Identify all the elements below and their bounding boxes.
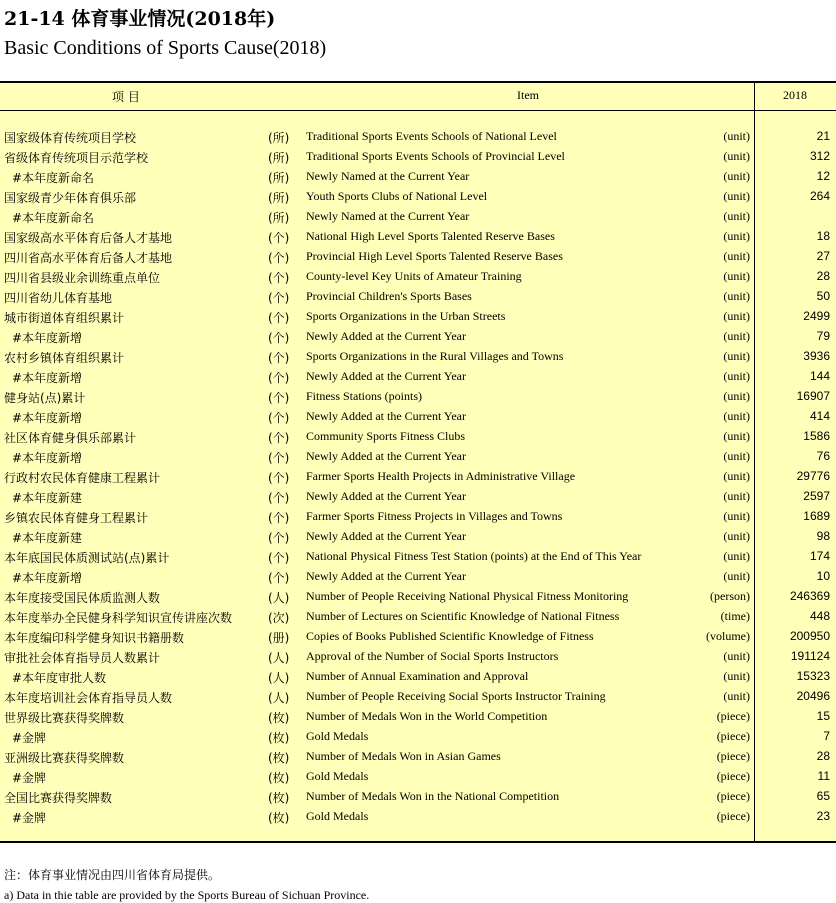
- row-label-chinese: 健身站(点)累计: [4, 391, 86, 405]
- table-row: [0, 586, 836, 606]
- row-value-2018: 15323: [796, 669, 830, 683]
- row-label-english: Number of Annual Examination and Approval: [306, 669, 529, 683]
- row-value-2018: 29776: [796, 469, 830, 483]
- row-label-english: Newly Added at the Current Year: [306, 329, 466, 343]
- table-row: [0, 526, 836, 546]
- table-row: [0, 146, 836, 166]
- row-unit-english: (unit): [723, 469, 750, 483]
- table-row: [0, 606, 836, 626]
- row-label-chinese: 社区体育健身俱乐部累计: [4, 431, 137, 445]
- row-label-english: Traditional Sports Events Schools of Provincial Level: [306, 149, 565, 163]
- row-label-chinese: 本年底国民体质测试站(点)累计: [4, 551, 170, 565]
- row-value-2018: 2597: [803, 489, 830, 503]
- row-label-chinese: 农村乡镇体育组织累计: [4, 351, 125, 365]
- row-label-chinese: 四川省幼儿体育基地: [4, 291, 113, 305]
- row-label-english: Newly Added at the Current Year: [306, 369, 466, 383]
- table-row: [0, 326, 836, 346]
- row-label-chinese: 亚洲级比赛获得奖牌数: [4, 751, 125, 765]
- row-label-english: Approval of the Number of Social Sports Instructors: [306, 649, 559, 663]
- table-row: [0, 186, 836, 206]
- row-label-chinese: 国家级高水平体育后备人才基地: [4, 231, 173, 245]
- row-unit-chinese: (所): [268, 191, 290, 205]
- row-label-english: Number of Lectures on Scientific Knowledge of National Fitness: [306, 609, 620, 623]
- row-unit-english: (unit): [723, 269, 750, 283]
- row-unit-english: (unit): [723, 209, 750, 223]
- header-item-english: Item: [517, 88, 539, 102]
- row-unit-english: (piece): [716, 809, 750, 823]
- row-unit-english: (unit): [723, 669, 750, 683]
- table-row: [0, 126, 836, 146]
- row-value-2018: 10: [816, 569, 830, 583]
- row-label-english: Number of Medals Won in the National Competition: [306, 789, 560, 803]
- row-unit-english: (time): [720, 609, 750, 623]
- row-unit-english: (unit): [723, 389, 750, 403]
- row-unit-chinese: (个): [268, 411, 290, 425]
- table-row: [0, 366, 836, 386]
- row-unit-english: (unit): [723, 189, 750, 203]
- row-value-2018: 76: [816, 449, 830, 463]
- row-label-english: Newly Added at the Current Year: [306, 449, 466, 463]
- table-row: [0, 446, 836, 466]
- row-unit-chinese: (枚): [268, 711, 290, 725]
- row-label-english: County-level Key Units of Amateur Training: [306, 269, 522, 283]
- row-label-chinese: #本年度新增: [12, 411, 83, 425]
- row-unit-english: (unit): [723, 309, 750, 323]
- row-label-chinese: 审批社会体育指导员人数累计: [4, 651, 161, 665]
- table-row: [0, 746, 836, 766]
- row-unit-english: (unit): [723, 449, 750, 463]
- row-label-chinese: #本年度新命名: [12, 211, 95, 225]
- row-label-chinese: #本年度新增: [12, 571, 83, 585]
- row-value-2018: 1689: [803, 509, 830, 523]
- row-label-english: Sports Organizations in the Rural Villages and Towns: [306, 349, 564, 363]
- row-unit-english: (unit): [723, 549, 750, 563]
- row-unit-english: (unit): [723, 369, 750, 383]
- row-label-chinese: 全国比赛获得奖牌数: [4, 791, 113, 805]
- row-unit-chinese: (个): [268, 231, 290, 245]
- row-unit-chinese: (次): [268, 611, 290, 625]
- row-value-2018: 3936: [803, 349, 830, 363]
- table-row: [0, 566, 836, 586]
- row-unit-chinese: (枚): [268, 731, 290, 745]
- table-title-chinese: 21-14 体育事业情况(2018年): [4, 8, 276, 30]
- row-unit-chinese: (个): [268, 271, 290, 285]
- row-label-chinese: 国家级体育传统项目学校: [4, 131, 137, 145]
- table-row: [0, 306, 836, 326]
- table-row: [0, 766, 836, 786]
- row-label-chinese: #本年度新增: [12, 371, 83, 385]
- row-unit-english: (unit): [723, 329, 750, 343]
- row-label-chinese: 省级体育传统项目示范学校: [4, 151, 149, 165]
- table-body: [0, 126, 836, 826]
- table-row: [0, 286, 836, 306]
- table-row: [0, 546, 836, 566]
- row-unit-chinese: (所): [268, 171, 290, 185]
- row-label-chinese: 本年度举办全民健身科学知识宣传讲座次数: [4, 611, 233, 625]
- row-label-english: National High Level Sports Talented Reserve Bases: [306, 229, 555, 243]
- row-label-chinese: 本年度接受国民体质监测人数: [4, 591, 161, 605]
- table-row: [0, 346, 836, 366]
- row-unit-english: (unit): [723, 649, 750, 663]
- row-unit-english: (piece): [716, 749, 750, 763]
- row-value-2018: 312: [809, 149, 830, 163]
- row-label-english: Copies of Books Published Scientific Knowledge of Fitness: [306, 629, 594, 643]
- row-unit-chinese: (个): [268, 311, 290, 325]
- table-title-english: Basic Conditions of Sports Cause(2018): [4, 37, 327, 59]
- row-label-english: Number of People Receiving Social Sports Instructor Training: [306, 689, 606, 703]
- row-value-2018: 7: [823, 729, 830, 743]
- row-label-english: Sports Organizations in the Urban Streets: [306, 309, 506, 323]
- row-value-2018: 12: [816, 169, 830, 183]
- row-label-english: Gold Medals: [306, 769, 369, 783]
- row-unit-chinese: (人): [268, 651, 290, 665]
- table-row: [0, 426, 836, 446]
- row-value-2018: 200950: [789, 629, 830, 643]
- row-unit-chinese: (个): [268, 251, 290, 265]
- row-unit-english: (piece): [716, 789, 750, 803]
- row-label-english: Number of Medals Won in the World Competition: [306, 709, 548, 723]
- row-unit-chinese: (个): [268, 371, 290, 385]
- sports-statistics-table: [0, 81, 836, 843]
- table-row: [0, 206, 836, 226]
- row-label-chinese: #本年度新建: [12, 531, 83, 545]
- row-label-english: Fitness Stations (points): [306, 389, 423, 403]
- row-unit-chinese: (个): [268, 571, 290, 585]
- row-unit-english: (piece): [716, 729, 750, 743]
- row-unit-english: (unit): [723, 349, 750, 363]
- row-unit-chinese: (个): [268, 471, 290, 485]
- row-unit-chinese: (个): [268, 531, 290, 545]
- row-label-chinese: 本年度培训社会体育指导员人数: [4, 691, 173, 705]
- row-value-2018: 15: [816, 709, 830, 723]
- row-unit-chinese: (枚): [268, 751, 290, 765]
- row-label-english: Newly Added at the Current Year: [306, 409, 466, 423]
- row-unit-english: (unit): [723, 509, 750, 523]
- row-unit-english: (unit): [723, 229, 750, 243]
- row-value-2018: 28: [816, 269, 830, 283]
- row-unit-chinese: (枚): [268, 811, 290, 825]
- row-label-english: Provincial Children's Sports Bases: [306, 289, 472, 303]
- row-label-chinese: #本年度审批人数: [12, 671, 107, 685]
- row-label-english: Newly Named at the Current Year: [306, 209, 470, 223]
- row-label-chinese: 本年度编印科学健身知识书籍册数: [4, 631, 185, 645]
- row-unit-english: (unit): [723, 129, 750, 143]
- table-row: [0, 686, 836, 706]
- row-label-chinese: 四川省县级业余训练重点单位: [4, 271, 161, 285]
- row-unit-english: (unit): [723, 569, 750, 583]
- footnote-english: a) Data in thie table are provided by the Sports Bureau of Sichuan Province.: [4, 888, 370, 902]
- row-unit-chinese: (个): [268, 391, 290, 405]
- row-unit-chinese: (个): [268, 511, 290, 525]
- row-label-english: Newly Added at the Current Year: [306, 569, 466, 583]
- row-label-english: Community Sports Fitness Clubs: [306, 429, 466, 443]
- row-unit-chinese: (枚): [268, 771, 290, 785]
- row-unit-english: (unit): [723, 169, 750, 183]
- row-label-english: Number of People Receiving National Physical Fitness Monitoring: [306, 589, 629, 603]
- row-label-chinese: #本年度新命名: [12, 171, 95, 185]
- row-label-english: Number of Medals Won in Asian Games: [306, 749, 501, 763]
- row-label-english: Provincial High Level Sports Talented Reserve Bases: [306, 249, 563, 263]
- row-unit-chinese: (个): [268, 491, 290, 505]
- table-row: [0, 786, 836, 806]
- row-label-english: Youth Sports Clubs of National Level: [306, 189, 488, 203]
- row-unit-english: (piece): [716, 769, 750, 783]
- row-label-chinese: #金牌: [12, 811, 47, 825]
- row-value-2018: 21: [816, 129, 830, 143]
- row-unit-chinese: (个): [268, 291, 290, 305]
- row-value-2018: 246369: [789, 589, 830, 603]
- row-unit-chinese: (个): [268, 351, 290, 365]
- row-unit-chinese: (人): [268, 691, 290, 705]
- row-unit-english: (unit): [723, 689, 750, 703]
- table-row: [0, 646, 836, 666]
- row-unit-english: (piece): [716, 709, 750, 723]
- table-row: [0, 386, 836, 406]
- row-value-2018: 16907: [796, 389, 830, 403]
- row-label-chinese: 行政村农民体育健康工程累计: [4, 471, 161, 485]
- table-row: [0, 226, 836, 246]
- row-label-chinese: #本年度新建: [12, 491, 83, 505]
- header-item-chinese: 项 目: [112, 90, 140, 104]
- row-value-2018: 191124: [790, 649, 830, 663]
- row-value-2018: 448: [809, 609, 830, 623]
- table-row: [0, 406, 836, 426]
- row-unit-chinese: (人): [268, 591, 290, 605]
- row-label-english: National Physical Fitness Test Station (points) at the End of This Year: [306, 549, 642, 563]
- row-unit-chinese: (所): [268, 131, 290, 145]
- row-value-2018: 2499: [803, 309, 830, 323]
- table-row: [0, 806, 836, 826]
- row-unit-english: (unit): [723, 429, 750, 443]
- row-value-2018: 1586: [803, 429, 830, 443]
- row-label-english: Farmer Sports Health Projects in Administrative Village: [306, 469, 576, 483]
- row-value-2018: 28: [816, 749, 830, 763]
- row-value-2018: 20496: [796, 689, 830, 703]
- table-row: [0, 626, 836, 646]
- table-row: [0, 266, 836, 286]
- row-value-2018: 414: [809, 409, 830, 423]
- row-value-2018: 11: [817, 769, 830, 783]
- row-unit-english: (unit): [723, 149, 750, 163]
- row-value-2018: 18: [816, 229, 830, 243]
- row-unit-english: (unit): [723, 289, 750, 303]
- row-label-english: Traditional Sports Events Schools of National Level: [306, 129, 557, 143]
- row-value-2018: 27: [816, 249, 830, 263]
- header-year: 2018: [783, 88, 807, 102]
- row-unit-english: (unit): [723, 489, 750, 503]
- row-unit-chinese: (枚): [268, 791, 290, 805]
- table-row: [0, 466, 836, 486]
- table-row: [0, 726, 836, 746]
- row-label-english: Gold Medals: [306, 809, 369, 823]
- row-value-2018: 174: [809, 549, 830, 563]
- row-label-chinese: #本年度新增: [12, 451, 83, 465]
- row-unit-chinese: (个): [268, 551, 290, 565]
- row-unit-chinese: (人): [268, 671, 290, 685]
- table-row: [0, 166, 836, 186]
- table-row: [0, 246, 836, 266]
- row-label-chinese: 城市街道体育组织累计: [4, 311, 125, 325]
- row-label-english: Newly Added at the Current Year: [306, 529, 466, 543]
- header-divider: [0, 110, 836, 111]
- row-unit-chinese: (个): [268, 331, 290, 345]
- row-value-2018: 144: [809, 369, 830, 383]
- row-value-2018: 23: [816, 809, 830, 823]
- row-unit-chinese: (个): [268, 451, 290, 465]
- row-label-english: Newly Named at the Current Year: [306, 169, 470, 183]
- row-value-2018: 65: [816, 789, 830, 803]
- row-unit-chinese: (所): [268, 211, 290, 225]
- row-value-2018: 264: [809, 189, 830, 203]
- row-unit-chinese: (个): [268, 431, 290, 445]
- row-value-2018: 79: [816, 329, 830, 343]
- row-value-2018: 98: [816, 529, 830, 543]
- row-unit-chinese: (册): [268, 631, 290, 645]
- row-label-chinese: #金牌: [12, 731, 47, 745]
- row-label-chinese: 世界级比赛获得奖牌数: [4, 711, 125, 725]
- row-label-chinese: 乡镇农民体育健身工程累计: [4, 511, 149, 525]
- row-label-chinese: 国家级青少年体育俱乐部: [4, 191, 137, 205]
- row-label-english: Newly Added at the Current Year: [306, 489, 466, 503]
- row-label-chinese: 四川省高水平体育后备人才基地: [4, 251, 173, 265]
- row-unit-english: (person): [710, 589, 750, 603]
- row-label-chinese: #本年度新增: [12, 331, 83, 345]
- row-label-english: Farmer Sports Fitness Projects in Villages and Towns: [306, 509, 563, 523]
- row-unit-english: (volume): [706, 629, 750, 643]
- table-row: [0, 486, 836, 506]
- table-row: [0, 706, 836, 726]
- row-unit-english: (unit): [723, 249, 750, 263]
- row-unit-chinese: (所): [268, 151, 290, 165]
- table-row: [0, 506, 836, 526]
- footnote-chinese: 注：体育事业情况由四川省体育局提供。: [4, 868, 221, 882]
- row-unit-english: (unit): [723, 529, 750, 543]
- row-label-chinese: #金牌: [12, 771, 47, 785]
- row-label-english: Gold Medals: [306, 729, 369, 743]
- table-row: [0, 666, 836, 686]
- row-value-2018: 50: [816, 289, 830, 303]
- row-unit-english: (unit): [723, 409, 750, 423]
